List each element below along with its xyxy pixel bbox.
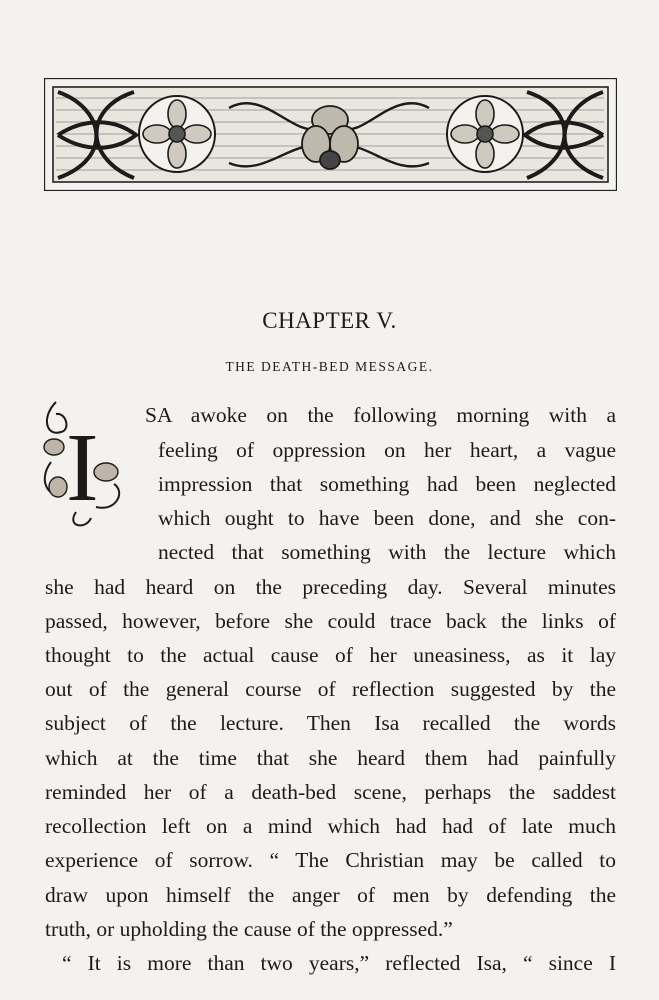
text-line: which ought to have been done, and she con-	[158, 506, 616, 530]
text-line: passed, however, before she could trace back the links of	[45, 609, 616, 633]
text-line: nected that something with the lecture which	[158, 540, 616, 564]
text-line: out of the general course of reflection suggested by the	[45, 677, 616, 701]
ornamental-banner	[44, 78, 617, 191]
chapter-heading: CHAPTER V.	[262, 308, 397, 333]
text-line: draw upon himself the anger of men by defending the	[45, 883, 616, 907]
text-line: experience of sorrow. “ The Christian may be called to	[45, 848, 616, 872]
text-line: truth, or upholding the cause of the oppressed.”	[45, 917, 453, 941]
decorative-drop-cap	[36, 392, 136, 532]
drop-cap-letter: I	[66, 414, 99, 522]
text-line: feeling of oppression on her heart, a vague	[158, 438, 616, 462]
text-line: SA awoke on the following morning with a	[145, 403, 616, 427]
text-line: thought to the actual cause of her uneasiness, as it lay	[45, 643, 616, 667]
section-heading: THE DEATH-BED MESSAGE.	[225, 359, 434, 374]
text-line: which at the time that she heard them had painfully	[45, 746, 616, 770]
text-line: reminded her of a death-bed scene, perhaps the saddest	[45, 780, 616, 804]
text-line: subject of the lecture. Then Isa recalled the words	[45, 711, 616, 735]
text-line: she had heard on the preceding day. Several minutes	[45, 575, 616, 599]
text-line: recollection left on a mind which had had of late much	[45, 814, 616, 838]
text-line: impression that something had been neglected	[158, 472, 616, 496]
ornament-illustration	[44, 78, 617, 191]
drop-cap-illustration	[36, 392, 136, 532]
text-line: “ It is more than two years,” reflected Isa, “ since I	[62, 951, 616, 975]
